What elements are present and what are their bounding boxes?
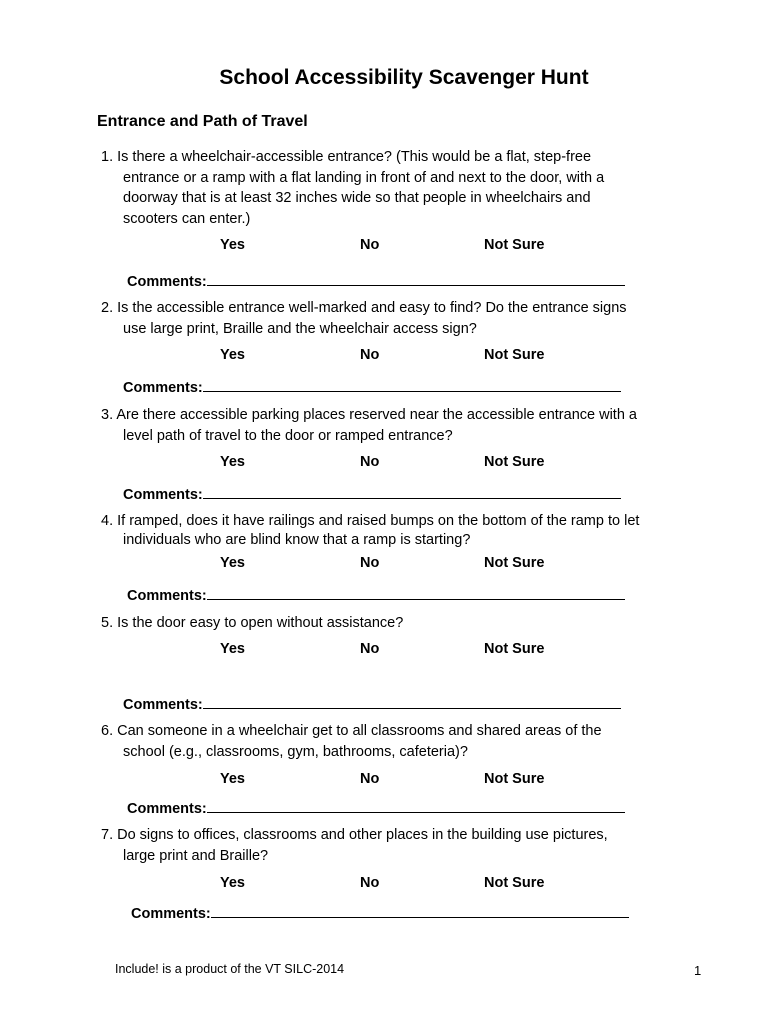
question-3 — [101, 405, 681, 446]
question-5-comments — [123, 692, 621, 713]
question-1-line-1: 1. Is there a wheelchair-accessible entrance? (This would be a flat, step-free — [101, 149, 592, 165]
question-7-yes-option: Yes — [220, 875, 245, 891]
question-5-line-1: 5. Is the door easy to open without assistance? — [101, 615, 404, 631]
question-6-no-option: No — [360, 771, 380, 787]
question-6-line-1: 6. Can someone in a wheelchair get to all classrooms and shared areas of the — [101, 723, 602, 739]
question-2-not-sure-option: Not Sure — [484, 347, 545, 363]
question-2-line-2: use large print, Braille and the wheelchair access sign? — [123, 320, 477, 337]
question-1-no-option: No — [360, 237, 380, 253]
question-4-comments-line — [207, 583, 625, 600]
question-7-no-option: No — [360, 875, 380, 891]
question-6-yes-option: Yes — [220, 771, 245, 787]
question-6-comments — [127, 796, 625, 817]
question-1-line-4: scooters can enter.) — [123, 210, 251, 227]
question-4-line-2: individuals who are blind know that a ramp is starting? — [123, 531, 471, 548]
question-1-comments-label: Comments: — [127, 274, 207, 290]
question-4-yes-option: Yes — [220, 555, 245, 571]
question-3-no-option: No — [360, 454, 380, 470]
question-6-comments-line — [207, 796, 625, 813]
question-4-comments — [127, 583, 625, 604]
question-6-comments-label: Comments: — [127, 801, 207, 817]
question-4-comments-label: Comments: — [127, 588, 207, 604]
question-1 — [101, 147, 681, 229]
question-3-not-sure-option: Not Sure — [484, 454, 545, 470]
question-2-yes-option: Yes — [220, 347, 245, 363]
question-3-comments-line — [203, 482, 621, 499]
question-5-yes-option: Yes — [220, 641, 245, 657]
question-2 — [101, 298, 681, 339]
question-1-comments — [127, 269, 625, 290]
question-5 — [101, 613, 681, 634]
question-5-not-sure-option: Not Sure — [484, 641, 545, 657]
question-2-comments-line — [203, 375, 621, 392]
question-7 — [101, 825, 681, 866]
question-7-line-2: large print and Braille? — [123, 847, 269, 864]
footer-credit: Include! is a product of the VT SILC-2014 — [115, 962, 345, 976]
question-7-line-1: 7. Do signs to offices, classrooms and other places in the building use pictures, — [101, 827, 608, 843]
question-3-line-1: 3. Are there accessible parking places reserved near the accessible entrance with a — [101, 407, 637, 423]
question-5-comments-line — [203, 692, 621, 709]
page-number: 1 — [694, 963, 702, 978]
question-7-comments-label: Comments: — [131, 906, 211, 922]
question-4-line-1: 4. If ramped, does it have railings and raised bumps on the bottom of the ramp to let — [101, 513, 640, 529]
question-2-comments — [123, 375, 621, 396]
question-3-comments — [123, 482, 621, 503]
question-1-yes-option: Yes — [220, 237, 245, 253]
question-6 — [101, 721, 681, 762]
question-4-not-sure-option: Not Sure — [484, 555, 545, 571]
question-7-comments — [131, 901, 629, 922]
question-5-no-option: No — [360, 641, 380, 657]
question-4-no-option: No — [360, 555, 380, 571]
question-1-not-sure-option: Not Sure — [484, 237, 545, 253]
question-4 — [101, 511, 681, 550]
question-1-line-2: entrance or a ramp with a flat landing in front of and next to the door, with a — [123, 169, 605, 186]
question-1-comments-line — [207, 269, 625, 286]
question-2-comments-label: Comments: — [123, 380, 203, 396]
question-7-comments-line — [211, 901, 629, 918]
question-3-line-2: level path of travel to the door or ramped entrance? — [123, 427, 453, 444]
question-6-line-2: school (e.g., classrooms, gym, bathrooms, cafeteria)? — [123, 743, 468, 760]
section-heading: Entrance and Path of Travel — [97, 113, 308, 130]
question-2-line-1: 2. Is the accessible entrance well-marked and easy to find? Do the entrance signs — [101, 300, 627, 316]
question-3-comments-label: Comments: — [123, 487, 203, 503]
question-5-comments-label: Comments: — [123, 697, 203, 713]
question-6-not-sure-option: Not Sure — [484, 771, 545, 787]
question-1-line-3: doorway that is at least 32 inches wide so that people in wheelchairs and — [123, 190, 591, 206]
question-2-no-option: No — [360, 347, 380, 363]
document-title: School Accessibility Scavenger Hunt — [219, 66, 589, 89]
question-3-yes-option: Yes — [220, 454, 245, 470]
question-7-not-sure-option: Not Sure — [484, 875, 545, 891]
